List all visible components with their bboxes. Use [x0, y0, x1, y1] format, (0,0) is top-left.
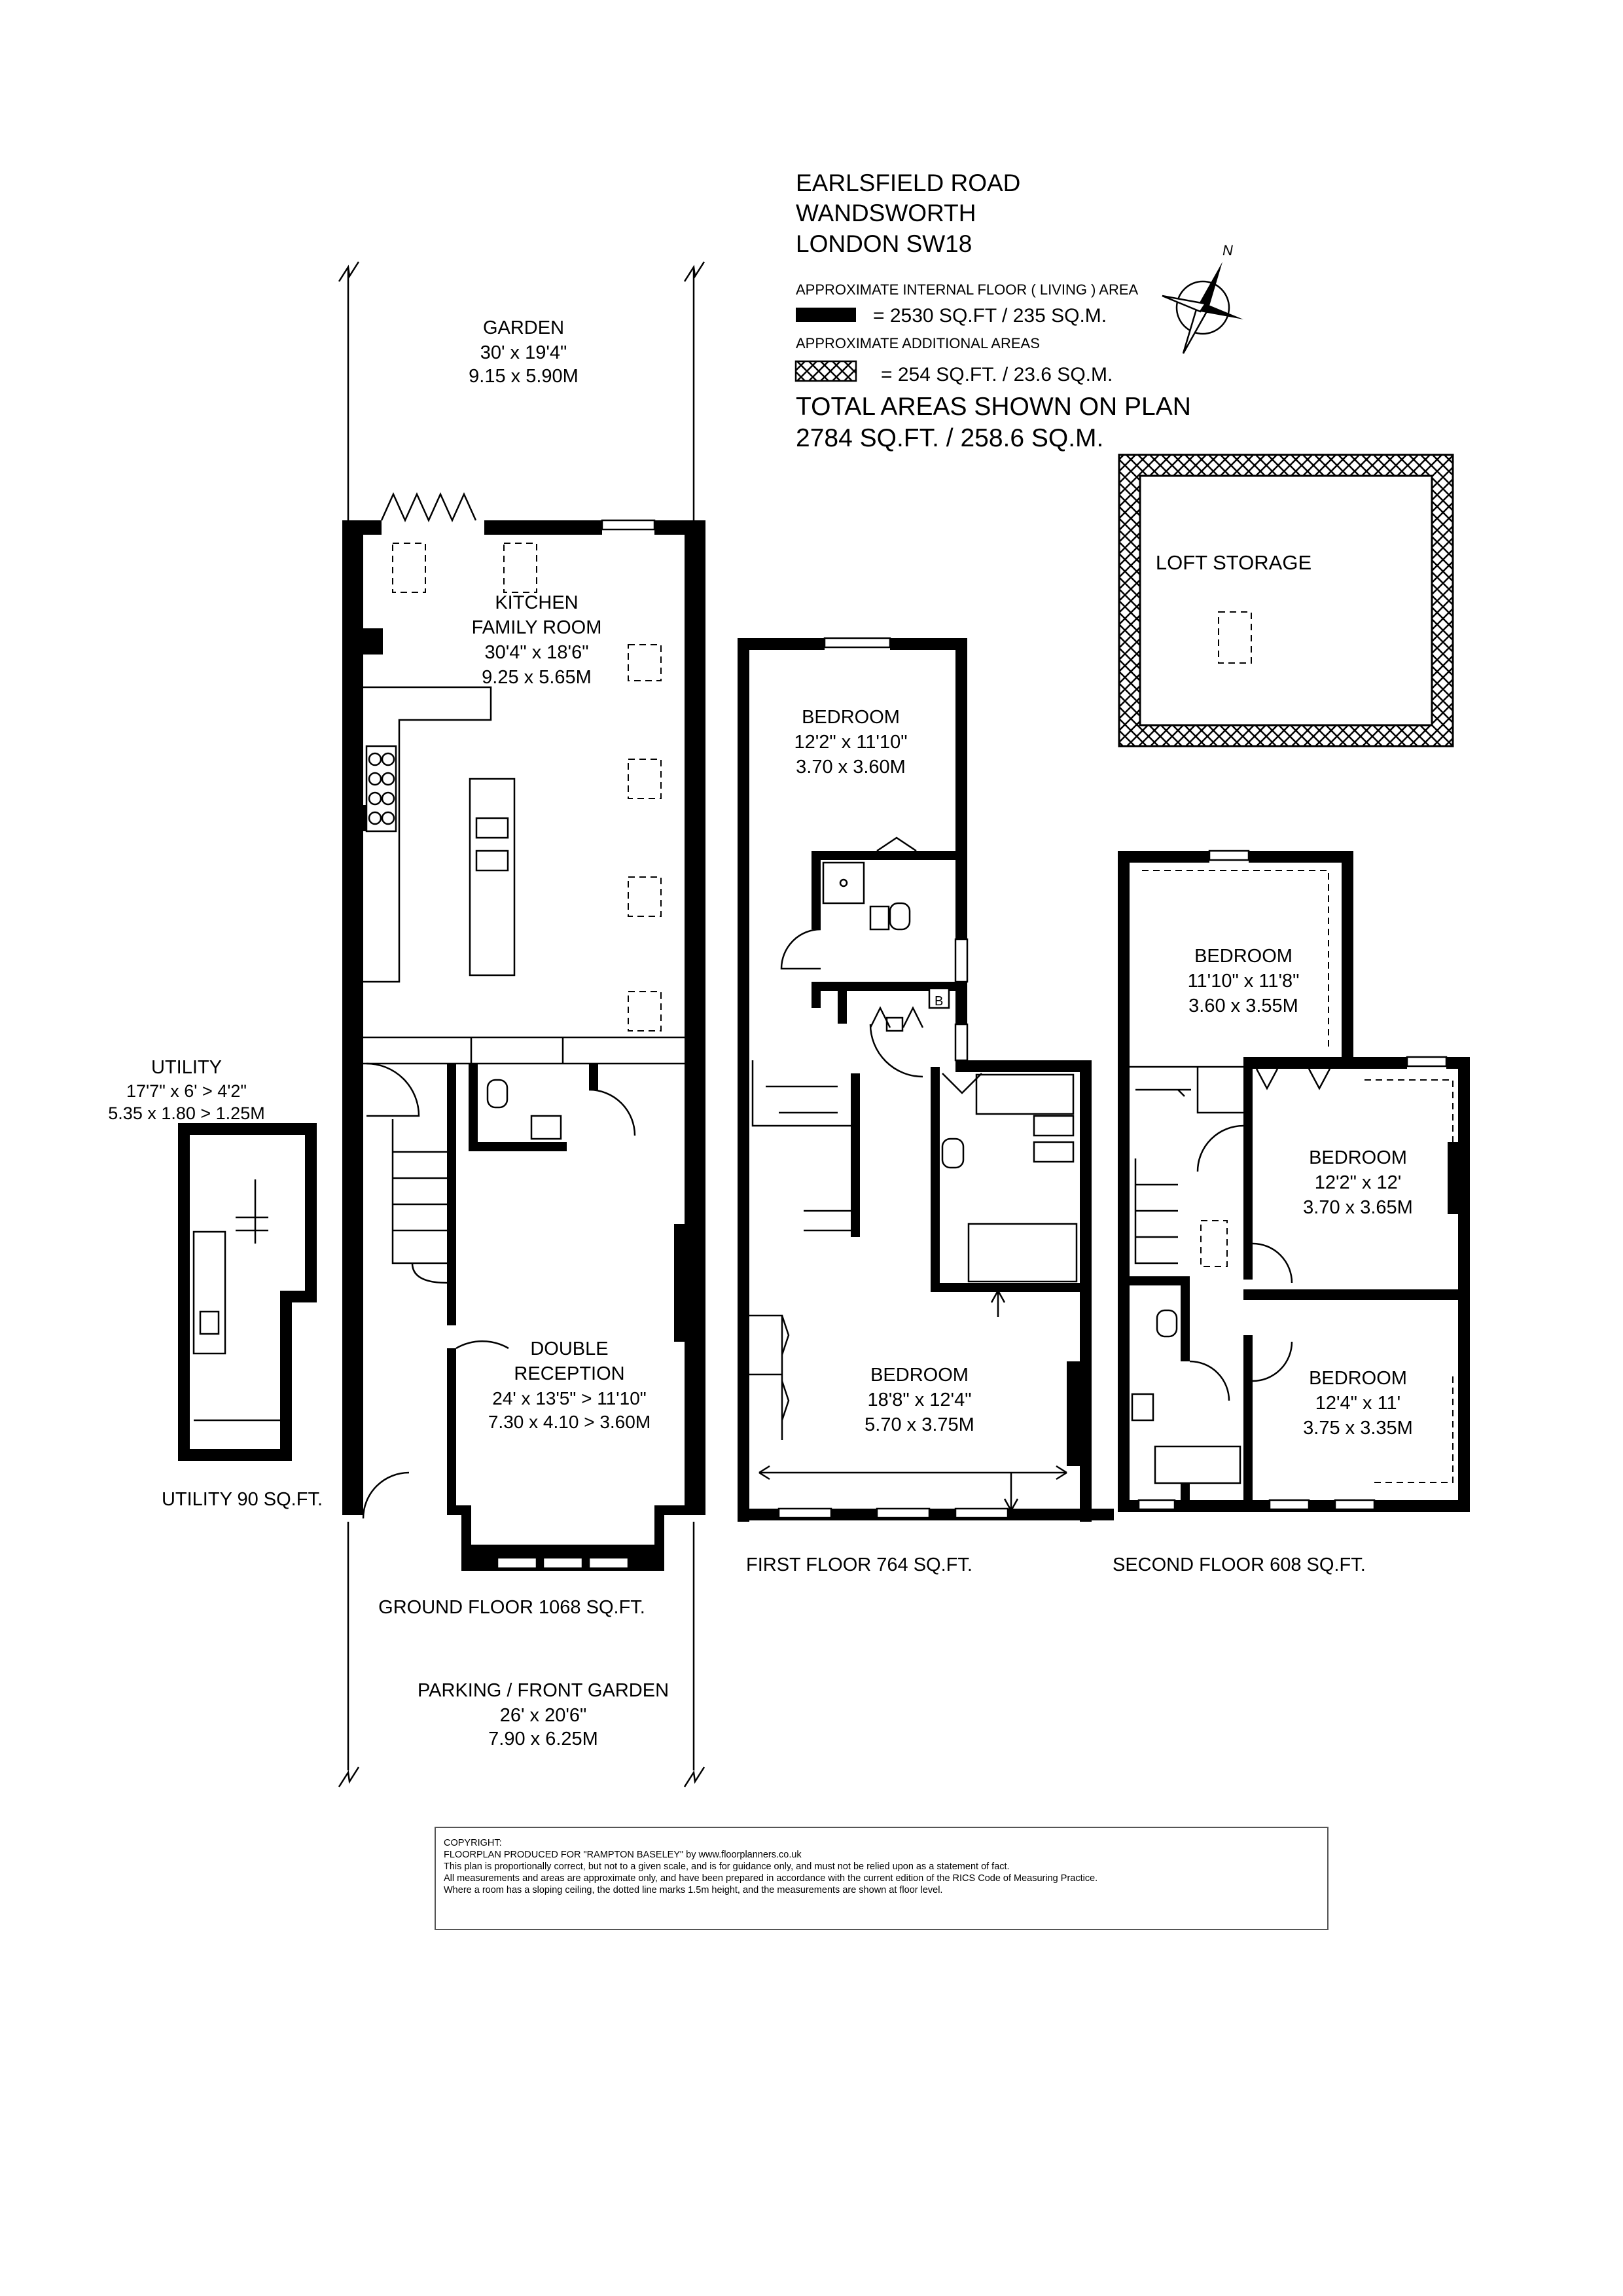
area-legend — [796, 281, 1191, 452]
total-area-value: 2784 SQ.FT. / 258.6 SQ.M. — [796, 424, 1104, 452]
first-stairs — [753, 1060, 851, 1126]
wardrobe — [749, 1316, 789, 1440]
door-swing — [870, 1024, 923, 1077]
kitchen-label-2: FAMILY ROOM — [471, 617, 602, 638]
window — [543, 1558, 582, 1568]
rooflight — [628, 759, 661, 798]
ff-rear-bedroom-imperial: 12'2" x 11'10" — [794, 732, 908, 753]
rooflight — [504, 543, 537, 592]
kitchen-label-1: KITCHEN — [495, 592, 579, 613]
ff-front-bedroom-imperial: 18'8" x 12'4" — [867, 1390, 972, 1410]
door-swing — [589, 1090, 635, 1136]
front-garden-label: PARKING / FRONT GARDEN — [417, 1680, 669, 1701]
ff-rear-bedroom-metric: 3.70 x 3.60M — [796, 757, 906, 778]
window — [1335, 1500, 1374, 1509]
utility-plan — [108, 1057, 323, 1510]
window — [955, 1024, 967, 1060]
internal-area-value: = 2530 SQ.FT / 235 SQ.M. — [873, 305, 1107, 327]
door-swing — [781, 929, 821, 969]
ground-floor-plan — [342, 494, 705, 1618]
boiler-label: B — [935, 994, 944, 1009]
sf-mid-bedroom-imperial: 12'2" x 12' — [1314, 1172, 1402, 1193]
wardrobe-door — [1257, 1069, 1330, 1088]
ground-stairs — [393, 1119, 447, 1263]
copyright-line-2: This plan is proportionally correct, but not to a given scale, and is for guidance only, and must not be relied upon as a statement of fact. — [444, 1861, 1010, 1872]
basin-icon — [1034, 1142, 1073, 1162]
utility-worktop — [194, 1232, 225, 1354]
door-swing — [366, 1064, 419, 1116]
utility-imperial: 17'7" x 6' > 4'2" — [126, 1081, 247, 1101]
front-garden-metric: 7.90 x 6.25M — [488, 1729, 598, 1749]
kitchen-imperial: 30'4" x 18'6" — [484, 642, 589, 663]
copyright-line-1: FLOORPLAN PRODUCED FOR "RAMPTON BASELEY" by www.floorplanners.co.uk — [444, 1850, 802, 1860]
window — [1270, 1500, 1309, 1509]
window — [1139, 1500, 1175, 1509]
wardrobe-door — [877, 838, 916, 851]
basin-icon — [870, 906, 889, 929]
address-line-3: LONDON SW18 — [796, 230, 972, 257]
reception-imperial: 24' x 13'5" > 11'10" — [492, 1388, 647, 1408]
sf-front-bedroom-imperial: 12'4" x 11' — [1315, 1393, 1401, 1414]
shower-icon — [969, 1224, 1077, 1282]
dimension-arrow — [759, 1466, 1067, 1479]
reception-label-2: RECEPTION — [514, 1363, 625, 1384]
window — [602, 520, 654, 529]
copyright-line-3: All measurements and areas are approximate only, and have been prepared in accordance with the current edition of the RICS Code of Measuring Practice. — [444, 1873, 1098, 1884]
window — [497, 1558, 537, 1568]
door-swing — [1253, 1342, 1292, 1381]
window — [1407, 1057, 1446, 1066]
rooflight — [628, 877, 661, 916]
compass-icon — [1162, 242, 1243, 353]
additional-area-value: = 254 SQ.FT. / 23.6 SQ.M. — [881, 364, 1113, 386]
bath-icon — [976, 1075, 1073, 1114]
door-swing — [363, 1473, 409, 1518]
toilet-icon — [942, 1139, 963, 1168]
window — [955, 939, 967, 982]
second-floor-label: SECOND FLOOR 608 SQ.FT. — [1113, 1554, 1366, 1575]
arrow-icon — [991, 1291, 1005, 1317]
utility-metric: 5.35 x 1.80 > 1.25M — [108, 1103, 265, 1123]
window — [1209, 851, 1249, 860]
window — [955, 1509, 1008, 1518]
rooflight — [393, 543, 425, 592]
address-line-2: WANDSWORTH — [796, 200, 976, 226]
sf-rear-bedroom-metric: 3.60 x 3.55M — [1188, 996, 1298, 1016]
loft-label: LOFT STORAGE — [1155, 551, 1312, 574]
basin-icon — [531, 1116, 561, 1139]
front-garden-imperial: 26' x 20'6" — [499, 1705, 587, 1726]
garden — [339, 262, 704, 524]
ground-floor-label: GROUND FLOOR 1068 SQ.FT. — [378, 1597, 645, 1618]
sf-front-bedroom-label: BEDROOM — [1309, 1368, 1407, 1389]
door-swing — [1198, 1126, 1243, 1172]
garden-imperial: 30' x 19'4" — [480, 342, 567, 363]
sink-icon — [476, 818, 508, 838]
toilet-icon — [890, 903, 910, 929]
sf-mid-bedroom-label: BEDROOM — [1309, 1147, 1407, 1168]
sf-front-bedroom-metric: 3.75 x 3.35M — [1303, 1418, 1413, 1439]
garden-metric: 9.15 x 5.90M — [469, 366, 579, 387]
window — [589, 1558, 628, 1568]
door-swing — [1253, 1244, 1292, 1283]
window — [877, 1509, 929, 1518]
rooflight — [628, 992, 661, 1031]
utility-floor-label: UTILITY 90 SQ.FT. — [161, 1489, 323, 1510]
additional-area-swatch — [796, 361, 856, 381]
sink-icon — [476, 851, 508, 870]
second-stairs — [1135, 1158, 1178, 1263]
basin-icon — [1034, 1116, 1073, 1136]
toilet-icon — [488, 1080, 507, 1107]
window — [825, 638, 890, 647]
sf-rear-bedroom-imperial: 11'10" x 11'8" — [1187, 971, 1300, 992]
toilet-icon — [1157, 1310, 1177, 1336]
bath-icon — [1155, 1446, 1240, 1483]
total-area-heading: TOTAL AREAS SHOWN ON PLAN — [796, 393, 1191, 421]
first-floor-plan — [738, 638, 1114, 1575]
internal-area-heading: APPROXIMATE INTERNAL FLOOR ( LIVING ) AREA — [796, 281, 1139, 298]
utility-label: UTILITY — [151, 1057, 222, 1078]
shower-icon — [823, 863, 864, 903]
copyright-line-4: Where a room has a sloping ceiling, the dotted line marks 1.5m height, and the measurements are shown at floor level. — [444, 1885, 943, 1895]
utility-stairs — [236, 1179, 268, 1244]
copyright-heading: COPYRIGHT: — [444, 1838, 502, 1848]
ff-front-bedroom-metric: 5.70 x 3.75M — [865, 1414, 974, 1435]
window — [779, 1509, 831, 1518]
address-line-1: EARLSFIELD ROAD — [796, 170, 1021, 196]
reception-label-1: DOUBLE — [530, 1338, 609, 1359]
copyright-notice — [435, 1827, 1329, 1930]
additional-area-heading: APPROXIMATE ADDITIONAL AREAS — [796, 335, 1040, 351]
garden-label: GARDEN — [482, 317, 565, 338]
ff-rear-bedroom-label: BEDROOM — [802, 707, 900, 728]
kitchen-island — [470, 779, 514, 975]
sf-rear-bedroom-label: BEDROOM — [1194, 946, 1293, 967]
utility-sink-icon — [200, 1312, 219, 1334]
basin-icon — [1132, 1394, 1153, 1420]
first-floor-label: FIRST FLOOR 764 SQ.FT. — [746, 1554, 972, 1575]
loft-storage — [1119, 455, 1453, 746]
reception-metric: 7.30 x 4.10 > 3.60M — [488, 1412, 651, 1432]
rooflight — [628, 645, 661, 681]
internal-area-swatch — [796, 308, 856, 322]
address-block — [796, 170, 1020, 257]
compass-north-label: N — [1222, 242, 1233, 259]
kitchen-metric: 9.25 x 5.65M — [482, 667, 592, 688]
second-floor-plan — [1113, 851, 1470, 1575]
ff-front-bedroom-label: BEDROOM — [870, 1365, 969, 1386]
bifold-door — [382, 494, 476, 520]
sf-mid-bedroom-metric: 3.70 x 3.65M — [1303, 1197, 1413, 1218]
